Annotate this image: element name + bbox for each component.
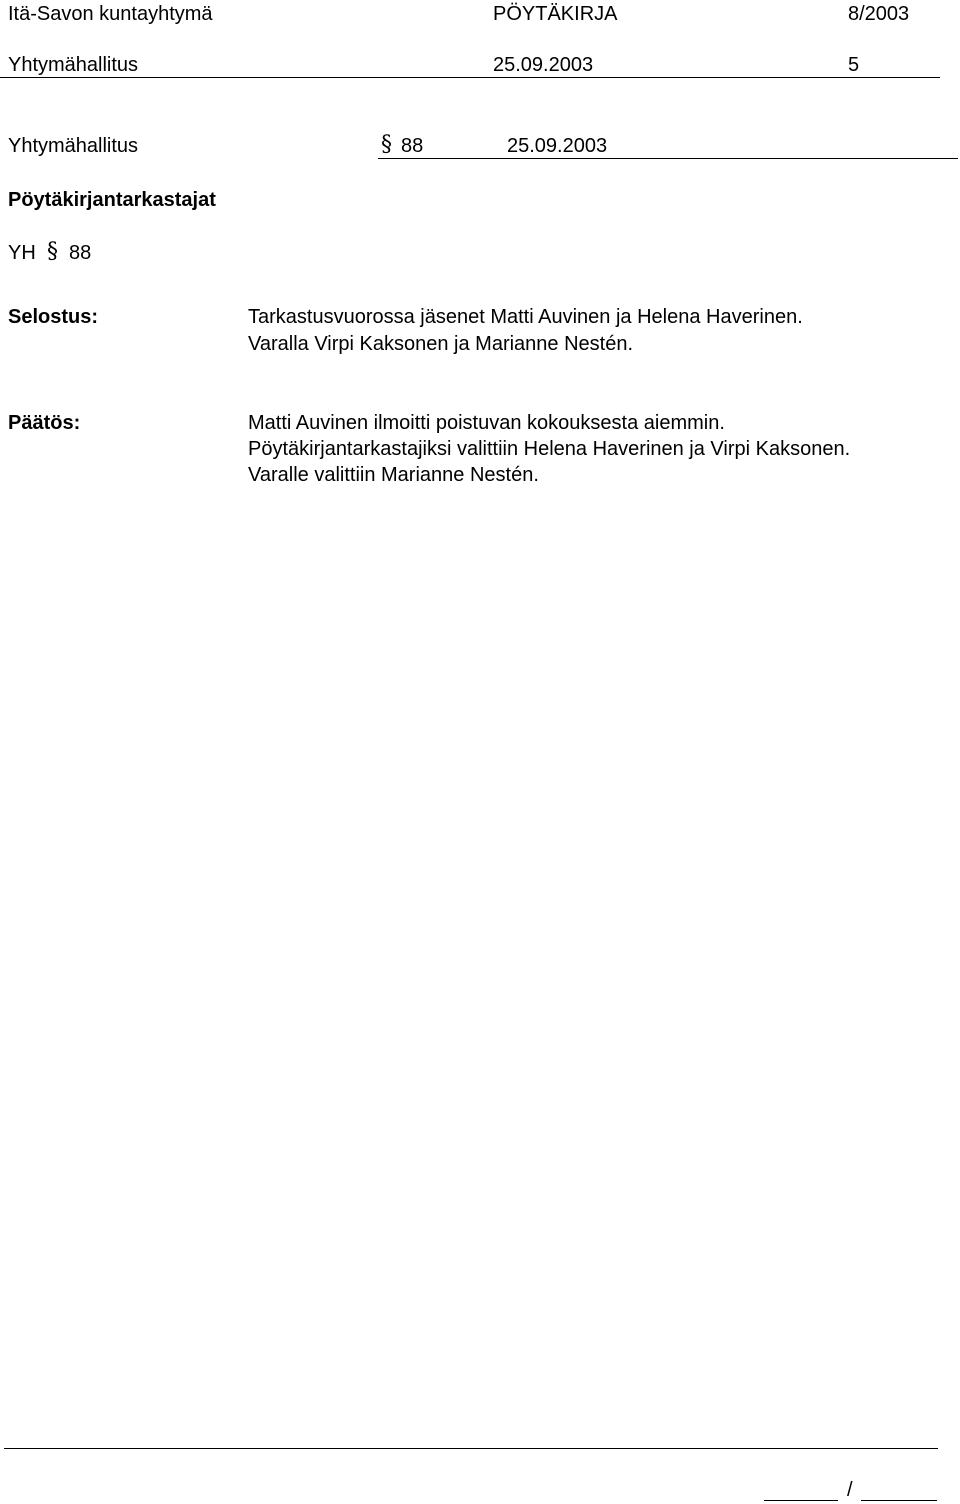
document-number: 8/2003 [848,3,910,25]
reference-prefix: YH [8,242,36,264]
item-body-name: Yhtymähallitus [8,135,139,157]
initials-line-left [764,1500,838,1501]
initials-line-right [861,1500,937,1501]
item-heading-underline [378,158,958,159]
organization-name: Itä-Savon kuntayhtymä [8,3,213,25]
reference-number: 88 [69,242,92,264]
selostus-line: Varalla Virpi Kaksonen ja Marianne Nestén. [248,333,634,355]
header-date: 25.09.2003 [493,54,594,76]
header-divider [0,77,940,78]
reference-section-icon: § [47,239,58,264]
selostus-line: Tarkastusvuorossa jäsenet Matti Auvinen ja Helena Haverinen. [248,306,803,328]
document-type: PÖYTÄKIRJA [493,3,618,25]
initials-separator: / [847,1479,853,1501]
header-body-name: Yhtymähallitus [8,54,139,76]
item-date: 25.09.2003 [507,135,608,157]
paatos-line: Pöytäkirjantarkastajiksi valittiin Helena Haverinen ja Virpi Kaksonen. [248,438,851,460]
page-number: 5 [848,54,860,76]
paatos-line: Matti Auvinen ilmoitti poistuvan kokouksesta aiemmin. [248,412,725,434]
item-title: Pöytäkirjantarkastajat [8,189,216,211]
paatos-label: Päätös: [8,412,81,434]
selostus-label: Selostus: [8,306,99,328]
paatos-line: Varalle valittiin Marianne Nestén. [248,464,539,486]
item-number: 88 [401,135,424,157]
footer-divider [4,1448,938,1449]
section-icon: § [381,132,392,157]
